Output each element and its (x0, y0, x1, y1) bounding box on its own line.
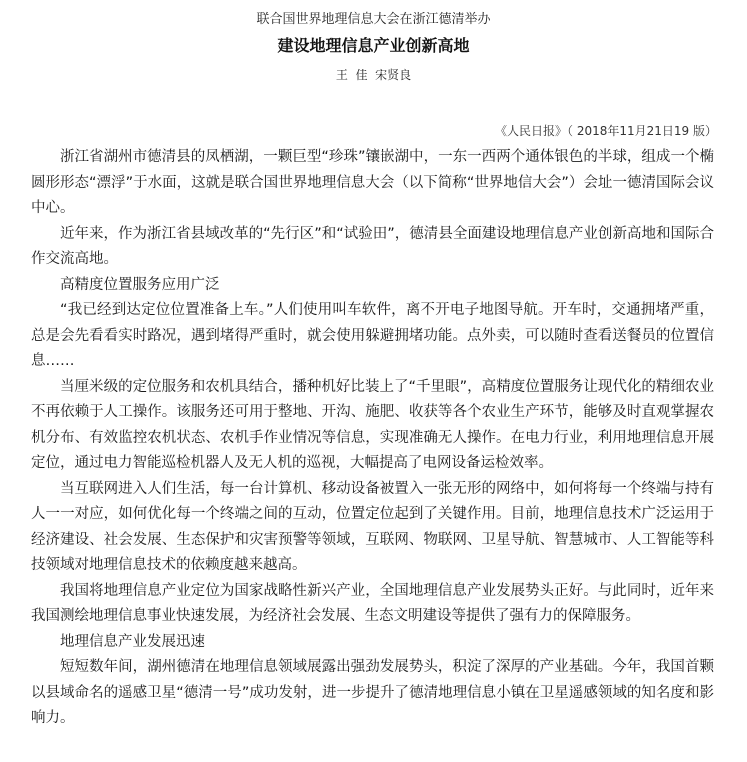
article-body (31, 145, 714, 732)
article-byline (0, 68, 747, 82)
author-names: 王 佳 宋贤良 (335, 68, 412, 82)
paragraph: 近年来，作为浙江省县域改革的“先行区”和“试验田”，德清县全面建设地理信息产业创新高地和国际合作交流高地。 (31, 225, 714, 267)
article-overtitle: 联合国世界地理信息大会在浙江德清举办 (256, 12, 491, 27)
paragraph: “我已经到达定位位置准备上车。”人们使用叫车软件，离不开电子地图导航。开车时，交通拥堵严重，总是会先看看实时路况，遇到堵得严重时，就会使用躲避拥堵功能。点外卖，可以随时查看送餐员的位置信息…… (31, 302, 714, 369)
paragraph: 短短数年间，湖州德清在地理信息领域展露出强劲发展势头，积淀了深厚的产业基础。今年，我国首颗以县域命名的遥感卫星“德清一号”成功发射，进一步提升了德清地理信息小镇在卫星遥感领域的知名度和影响力。 (31, 659, 714, 726)
section-subheading: 地理信息产业发展迅速 (60, 633, 205, 650)
source-citation: 《人民日报》（ 2018年11月21日19 版） (495, 124, 717, 138)
paragraph: 浙江省湖州市德清县的凤栖湖，一颗巨型“珍珠”镶嵌湖中，一东一西两个通体银色的半球，组成一个椭圆形形态“漂浮”于水面，这就是联合国世界地理信息大会（以下简称“世界地信大会”）会址一德清国际会议中心。 (31, 149, 714, 216)
paragraph: 我国将地理信息产业定位为国家战略性新兴产业，全国地理信息产业发展势头正好。与此同时，近年来我国测绘地理信息事业快速发展，为经济社会发展、生态文明建设等提供了强有力的保障服务。 (31, 582, 714, 624)
section-subheading: 高精度位置服务应用广泛 (60, 276, 220, 293)
article-title: 建设地理信息产业创新高地 (277, 36, 470, 55)
paragraph: 当互联网进入人们生活，每一台计算机、移动设备被置入一张无形的网络中，如何将每一个终端与持有人一一对应，如何优化每一个终端之间的互动，位置定位起到了关键作用。目前，地理信息技术广泛运用于经济建设、社会发展、生态保护和灾害预警等领域，互联网、物联网、卫星导航、智慧城市、人工智能等科技领域对地理信息技术的依赖度越来越高。 (31, 480, 714, 573)
paragraph: 当厘米级的定位服务和农机具结合，播种机好比装上了“千里眼”，高精度位置服务让现代化的精细农业不再依赖于人工操作。该服务还可用于整地、开沟、施肥、收获等各个农业生产环节，能够及时直观掌握农机分布、有效监控农机状态、农机手作业情况等信息，实现准确无人操作。在电力行业，利用地理信息开展定位，通过电力智能巡检机器人及无人机的巡视，大幅提高了电网设备运检效率。 (31, 378, 714, 471)
